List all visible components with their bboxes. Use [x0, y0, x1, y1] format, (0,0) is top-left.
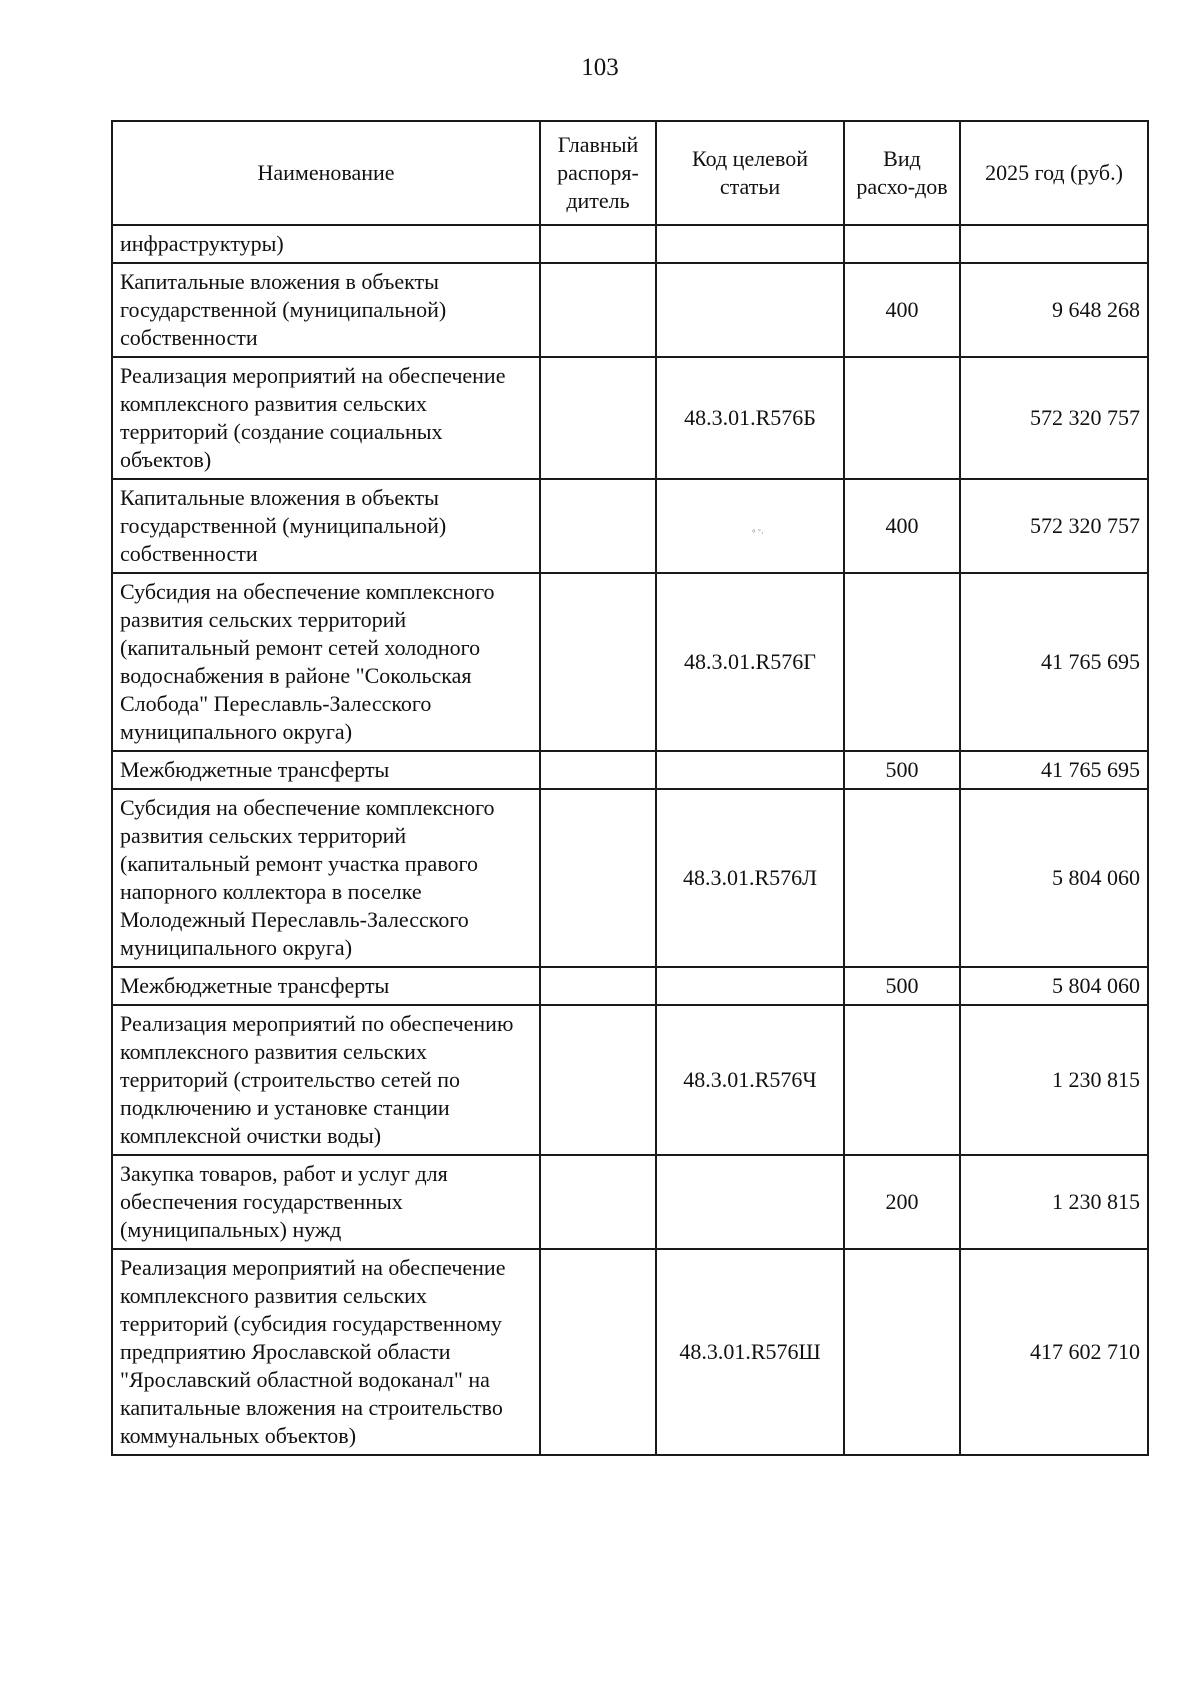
row-expense-type: [844, 573, 960, 751]
table-row: [112, 1005, 1148, 1155]
header-main-manager: Главный распоря-дитель: [540, 121, 656, 225]
page-number: 103: [581, 54, 619, 81]
row-amount: 41 765 695: [960, 751, 1148, 789]
row-main-manager: [540, 573, 656, 751]
row-expense-type: 500: [844, 751, 960, 789]
header-year-2025: 2025 год (руб.): [960, 121, 1148, 225]
row-name: Закупка товаров, работ и услуг для обеспечения государственных (муниципальных) нужд: [112, 1155, 540, 1249]
table-header-row: [112, 121, 1148, 225]
row-main-manager: [540, 357, 656, 479]
row-name: Субсидия на обеспечение комплексного развития сельских территорий (капитальный ремонт сетей холодного водоснабжения в районе "Сокольская Слобода" Переславль-Залесского муниципального округа): [112, 573, 540, 751]
table-row: [112, 751, 1148, 789]
row-expense-type: 500: [844, 967, 960, 1005]
row-main-manager: [540, 789, 656, 967]
row-target-code: 48.3.01.R576Ш: [656, 1249, 844, 1455]
row-expense-type: [844, 225, 960, 263]
row-amount: 572 320 757: [960, 479, 1148, 573]
table-row: [112, 357, 1148, 479]
row-target-code: [656, 1155, 844, 1249]
row-amount: 5 804 060: [960, 789, 1148, 967]
header-target-code: Код целевой статьи: [656, 121, 844, 225]
row-target-code: 48.3.01.R576Л: [656, 789, 844, 967]
table-row: [112, 967, 1148, 1005]
row-target-code: [656, 479, 844, 573]
row-name: Межбюджетные трансферты: [112, 967, 540, 1005]
row-target-code: [656, 225, 844, 263]
row-expense-type: [844, 1005, 960, 1155]
row-name: Капитальные вложения в объекты государственной (муниципальной) собственности: [112, 479, 540, 573]
row-name: инфраструктуры): [112, 225, 540, 263]
row-amount: [960, 225, 1148, 263]
row-name: Субсидия на обеспечение комплексного развития сельских территорий (капитальный ремонт участка правого напорного коллектора в поселке Молодежный Переславль-Залесского муниципального округа): [112, 789, 540, 967]
row-target-code: 48.3.01.R576Ч: [656, 1005, 844, 1155]
row-main-manager: [540, 225, 656, 263]
table-row: [112, 225, 1148, 263]
row-amount: 41 765 695: [960, 573, 1148, 751]
row-target-code: [656, 967, 844, 1005]
row-target-code: 48.3.01.R576Б: [656, 357, 844, 479]
header-name: Наименование: [112, 121, 540, 225]
row-target-code: 48.3.01.R576Г: [656, 573, 844, 751]
row-expense-type: [844, 1249, 960, 1455]
row-amount: 572 320 757: [960, 357, 1148, 479]
budget-table: [111, 120, 1149, 1456]
row-expense-type: [844, 357, 960, 479]
row-main-manager: [540, 1005, 656, 1155]
row-main-manager: [540, 1249, 656, 1455]
row-expense-type: 200: [844, 1155, 960, 1249]
row-target-code: [656, 751, 844, 789]
row-name: Межбюджетные трансферты: [112, 751, 540, 789]
row-expense-type: 400: [844, 479, 960, 573]
table-row: [112, 1249, 1148, 1455]
table-row: [112, 1155, 1148, 1249]
row-target-code: [656, 263, 844, 357]
row-amount: 9 648 268: [960, 263, 1148, 357]
table-row: [112, 479, 1148, 573]
row-main-manager: [540, 967, 656, 1005]
row-main-manager: [540, 263, 656, 357]
table-row: [112, 789, 1148, 967]
row-name: Реализация мероприятий на обеспечение комплексного развития сельских территорий (субсидия государственному предприятию Ярославской области "Ярославский областной водоканал" на капитальные вложения на строительство коммунальных объектов): [112, 1249, 540, 1455]
row-name: Реализация мероприятий на обеспечение комплексного развития сельских территорий (создание социальных объектов): [112, 357, 540, 479]
row-amount: 1 230 815: [960, 1155, 1148, 1249]
row-name: Капитальные вложения в объекты государственной (муниципальной) собственности: [112, 263, 540, 357]
row-main-manager: [540, 1155, 656, 1249]
row-amount: 1 230 815: [960, 1005, 1148, 1155]
header-expense-type: Вид расхо-дов: [844, 121, 960, 225]
table-row: [112, 573, 1148, 751]
row-name: Реализация мероприятий по обеспечению комплексного развития сельских территорий (строительство сетей по подключению и установке станции комплексной очистки воды): [112, 1005, 540, 1155]
row-amount: 417 602 710: [960, 1249, 1148, 1455]
row-expense-type: [844, 789, 960, 967]
row-expense-type: 400: [844, 263, 960, 357]
scan-speck: ° ˜·: [752, 528, 764, 538]
table-row: [112, 263, 1148, 357]
row-main-manager: [540, 479, 656, 573]
row-amount: 5 804 060: [960, 967, 1148, 1005]
row-main-manager: [540, 751, 656, 789]
